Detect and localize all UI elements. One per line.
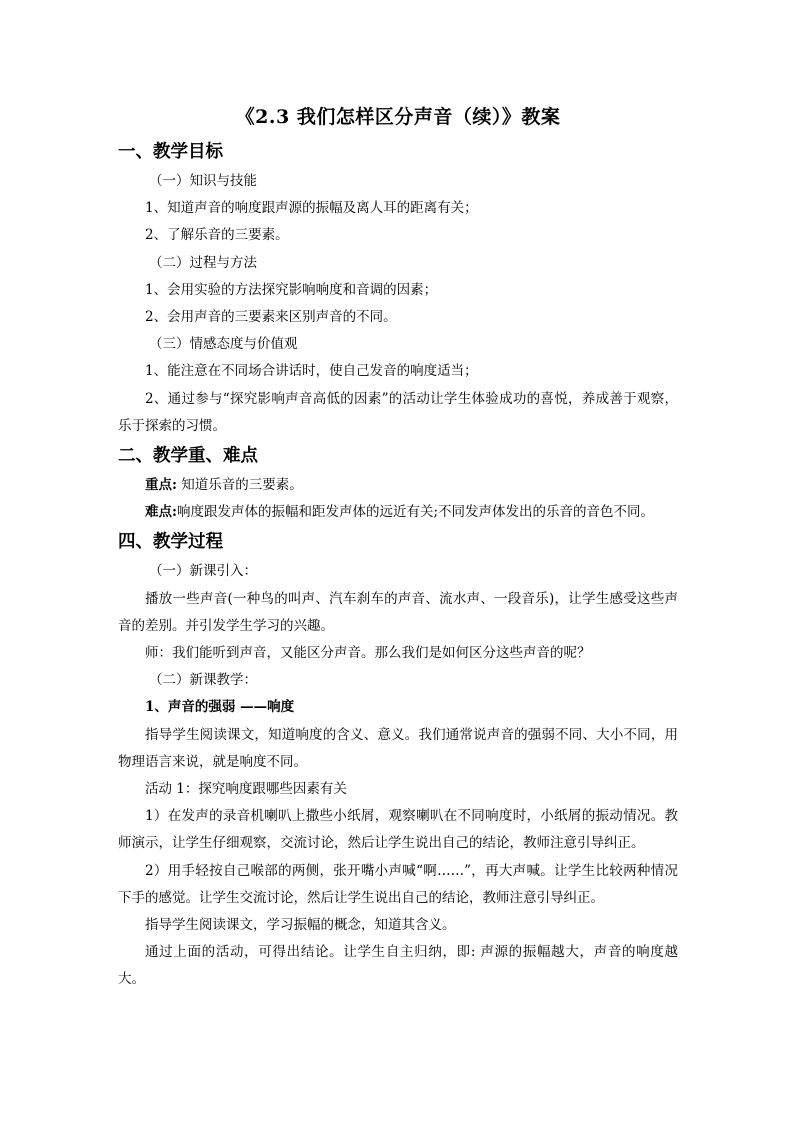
subheading-attitude: （三）情感态度与价值观 <box>149 336 298 353</box>
activity-title: 活动 1：探究响度跟哪些因素有关 <box>145 781 347 798</box>
document-title: 《2.3 我们怎样区分声音（续）》教案 <box>235 106 561 128</box>
paragraph: 2、了解乐音的三要素。 <box>145 227 289 244</box>
key-point-paragraph <box>118 472 678 499</box>
section-heading-process: 四、教学过程 <box>118 532 223 553</box>
subheading-introduction: （一）新课引入： <box>149 563 258 580</box>
subheading-knowledge: （一）知识与技能 <box>149 173 258 189</box>
subheading-process: （二）过程与方法 <box>149 254 258 271</box>
paragraph: 2、通过参与“探究影响声音高低的因素”的活动让学生体验成功的喜悦，养成善于观察，乐于探索的习惯。 <box>118 390 678 434</box>
section-heading-objectives: 一、教学目标 <box>118 142 223 162</box>
paragraph: 播放一些声音(一种鸟的叫声、汽车刹车的声音、流水声、一段音乐)，让学生感受这些声音的差别。并引发学生学习的兴趣。 <box>118 590 678 634</box>
difficulty-paragraph <box>118 499 678 526</box>
topic-heading-loudness: 1、声音的强弱 ——响度 <box>145 699 295 716</box>
paragraph: 师：我们能听到声音，又能区分声音。那么我们是如何区分这些声音的呢？ <box>145 645 591 662</box>
paragraph: 1）在发声的录音机喇叭上撒些小纸屑，观察喇叭在不同响度时，小纸屑的振动情况。教师演示，让学生仔细观察，交流讨论，然后让学生说出自己的结论，教师注意引导纠正。 <box>118 808 678 852</box>
document-body <box>118 104 678 994</box>
paragraph: 1、能注意在不同场合讲话时，使自己发音的响度适当； <box>145 363 478 380</box>
section-heading-key-points: 二、教学重、难点 <box>118 446 258 467</box>
paragraph: 1、知道声音的响度跟声源的振幅及离人耳的距离有关； <box>145 200 478 217</box>
difficulty-text: 响度跟发声体的振幅和距发声体的远近有关;不同发声体发出的乐音的音色不同。 <box>176 504 655 521</box>
paragraph: 1、会用实验的方法探究影响响度和音调的因素； <box>145 281 438 298</box>
paragraph: 2）用手轻按自己喉部的两侧，张开嘴小声喊“啊……”，再大声喊。让学生比较两种情况下手的感觉。让学生交流讨论，然后让学生说出自己的结论，教师注意引导纠正。 <box>118 862 678 906</box>
paragraph: 2、会用声音的三要素来区别声音的不同。 <box>145 309 397 326</box>
paragraph: 指导学生阅读课文，学习振幅的概念，知道其含义。 <box>145 917 456 934</box>
key-point-text: 知道乐音的三要素。 <box>176 477 303 494</box>
subheading-new-lesson: （二）新课教学： <box>149 672 258 689</box>
paragraph: 通过上面的活动，可得出结论。让学生自主归纳，即: 声源的振幅越大，声音的响度越大。 <box>118 944 678 988</box>
paragraph: 指导学生阅读课文，知道响度的含义、意义。我们通常说声音的强弱不同、大小不同，用物理语言来说，就是响度不同。 <box>118 726 678 770</box>
difficulty-label: 难点: <box>145 504 177 521</box>
key-point-label: 重点: <box>145 477 177 494</box>
